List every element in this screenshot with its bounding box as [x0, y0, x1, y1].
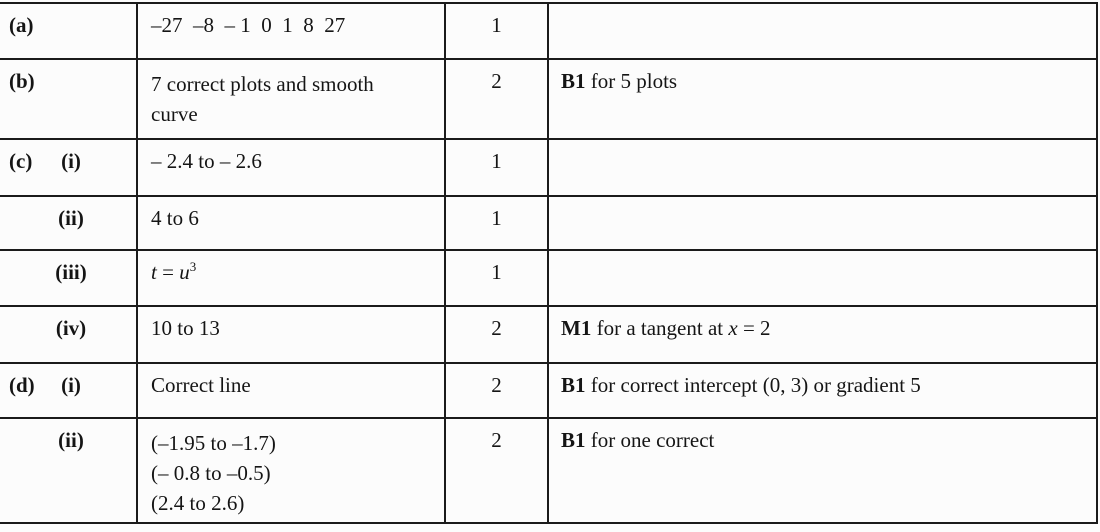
- note-cell: [548, 196, 1097, 250]
- marks-value: 1: [491, 13, 502, 37]
- note-cell: [548, 418, 1097, 523]
- subpart-label: (i): [61, 373, 81, 397]
- note-mark-code: B1: [561, 428, 586, 452]
- formula-variable: u: [179, 260, 190, 284]
- note-text: for a tangent at: [591, 316, 729, 340]
- table-row-a: [0, 3, 1097, 59]
- subpart-label: (i): [61, 149, 81, 173]
- subpart-label: (iii): [55, 260, 87, 284]
- note-mark-code: M1: [561, 316, 592, 340]
- answer-cell: [137, 139, 445, 196]
- note-variable: x: [728, 316, 738, 340]
- marks-cell: [445, 139, 548, 196]
- answer-text: (–1.95 to –1.7): [151, 431, 276, 455]
- subpart-label: (ii): [58, 428, 84, 452]
- table-row-c-iv: [0, 306, 1097, 363]
- marks-value: 2: [491, 316, 502, 340]
- marks-value: 1: [491, 149, 502, 173]
- marks-cell: [445, 3, 548, 59]
- marks-value: 1: [491, 206, 502, 230]
- table-row-c-i: [0, 139, 1097, 196]
- marks-cell: [445, 363, 548, 418]
- part-label-cell: [0, 59, 137, 139]
- answer-text: (– 0.8 to –0.5): [151, 461, 271, 485]
- marks-cell: [445, 196, 548, 250]
- note-cell: [548, 363, 1097, 418]
- part-label-cell: [0, 363, 137, 418]
- note-cell: [548, 250, 1097, 306]
- marks-cell: [445, 306, 548, 363]
- answer-text: (2.4 to 2.6): [151, 491, 245, 515]
- part-label-cell: [0, 3, 137, 59]
- part-label: (a): [9, 13, 34, 37]
- marks-cell: [445, 59, 548, 139]
- note-mark-code: B1: [561, 69, 586, 93]
- part-label-cell: [0, 139, 137, 196]
- answer-text: curve: [151, 102, 198, 126]
- part-label-cell: [0, 196, 137, 250]
- part-label: (c): [9, 149, 33, 173]
- note-cell: [548, 139, 1097, 196]
- table-row-d-i: [0, 363, 1097, 418]
- part-label: (b): [9, 69, 35, 93]
- formula-equals: =: [156, 260, 180, 284]
- answer-text: – 2.4 to – 2.6: [151, 149, 262, 173]
- answer-cell: [137, 59, 445, 139]
- answer-cell: [137, 196, 445, 250]
- note-text: for one correct: [585, 428, 715, 452]
- part-label-cell: [0, 306, 137, 363]
- subpart-label: (iv): [55, 316, 87, 340]
- marks-value: 1: [491, 260, 502, 284]
- answer-text: 4 to 6: [151, 206, 199, 230]
- answer-text: 10 to 13: [151, 316, 220, 340]
- note-cell: [548, 59, 1097, 139]
- note-text: = 2: [737, 316, 771, 340]
- part-label-cell: [0, 250, 137, 306]
- answer-cell: [137, 306, 445, 363]
- table-row-d-ii: [0, 418, 1097, 523]
- note-mark-code: B1: [561, 373, 586, 397]
- subpart-label: (ii): [58, 206, 84, 230]
- note-text: for 5 plots: [585, 69, 678, 93]
- mark-scheme-table: [0, 2, 1098, 524]
- part-label: (d): [9, 373, 35, 397]
- formula: [151, 260, 196, 284]
- answer-text: Correct line: [151, 373, 251, 397]
- answer-cell: [137, 418, 445, 523]
- note-text: for correct intercept (0, 3) or gradient 5: [585, 373, 921, 397]
- note-cell: [548, 306, 1097, 363]
- marks-cell: [445, 418, 548, 523]
- formula-exponent: 3: [189, 259, 197, 274]
- answer-text: 7 correct plots and smooth: [151, 72, 374, 96]
- answer-cell: [137, 250, 445, 306]
- answer-cell: [137, 363, 445, 418]
- table-row-c-ii: [0, 196, 1097, 250]
- marks-value: 2: [491, 69, 502, 93]
- marks-cell: [445, 250, 548, 306]
- note-cell: [548, 3, 1097, 59]
- formula-variable: t: [151, 260, 157, 284]
- marks-value: 2: [491, 428, 502, 452]
- table-row-b: [0, 59, 1097, 139]
- marks-value: 2: [491, 373, 502, 397]
- answer-cell: [137, 3, 445, 59]
- part-label-cell: [0, 418, 137, 523]
- table-row-c-iii: [0, 250, 1097, 306]
- answer-text: –27 –8 – 1 0 1 8 27: [151, 13, 346, 37]
